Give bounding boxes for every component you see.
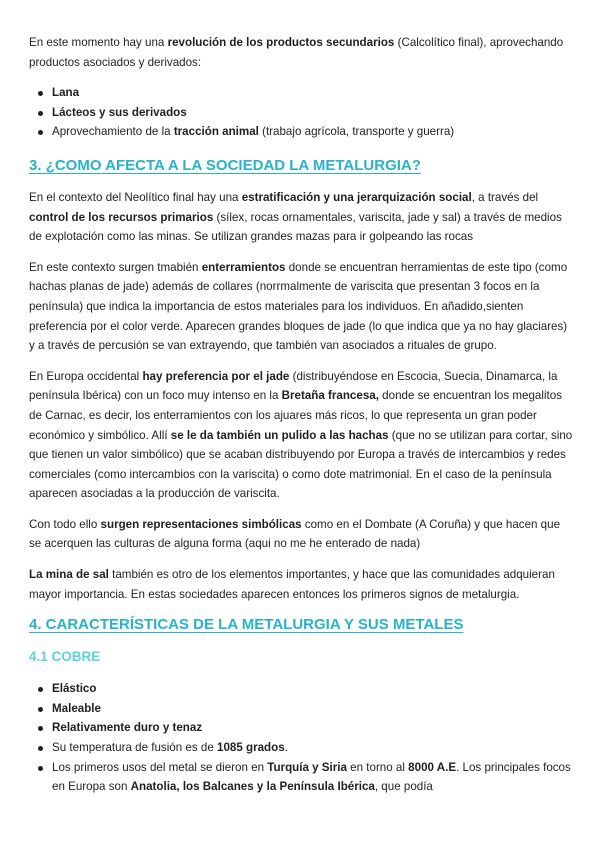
text-span: Aprovechamiento de la — [52, 125, 174, 139]
bold-span: Maleable — [52, 701, 101, 715]
text-span: en torno al — [346, 760, 409, 774]
bold-span: Relativamente duro y tenaz — [52, 721, 203, 735]
list-item — [29, 103, 574, 123]
text-span: también es otro de los elementos importantes, y hace que las comunidades adquieran mayor importancia. En estas sociedades aparecen entonces los primeros signos de metalurgia. — [29, 568, 555, 601]
section-4-heading: 4. CARACTERÍSTICAS DE LA METALURGIA Y SUS METALES — [29, 616, 464, 634]
list-item — [29, 718, 574, 738]
text-span: Su temperatura de fusión es de — [52, 741, 217, 755]
bold-span: hay preferencia por el jade — [142, 369, 290, 383]
subsection-heading: 4.1 COBRE — [29, 649, 101, 665]
text-span: (Calcolítico final), aprovechando productos asociados y derivados: — [29, 36, 564, 69]
paragraph — [29, 565, 574, 604]
bold-span: Lácteos y sus derivados — [52, 105, 187, 119]
copper-properties-list — [29, 679, 574, 797]
text-span: (trabajo agrícola, transporte y guerra) — [258, 125, 455, 139]
text-span: En Europa occidental — [29, 369, 143, 383]
intro-paragraph — [29, 33, 574, 72]
bold-span: tracción animal — [173, 125, 259, 139]
text-span: (que no se utilizan para cortar, sino que tienen un valor simbólico) que se acaban distribuyendo por Europa a través de intercambios y redes comerciales (como intercambios con la variscita) o como dote matrimonial. En el caso de la península aparecen asociadas a la producción de variscita. — [29, 428, 573, 501]
text-span: En este momento hay una — [29, 36, 168, 49]
text-span: , a través del — [471, 190, 539, 204]
bold-span: Elástico — [52, 682, 97, 696]
bold-span: 8000 A.E — [408, 760, 457, 774]
text-span: (sílex, rocas ornamentales, variscita, jade y sal) a través de medios de explotación como las minas. Se utilizan grandes mazas para ir golpeando las rocas — [29, 210, 562, 244]
bold-span: Turquía y Siria — [267, 760, 347, 774]
list-item — [29, 699, 574, 719]
list-item — [29, 679, 574, 699]
bold-span: enterramientos — [201, 260, 286, 274]
text-span: , que podía — [374, 780, 433, 794]
paragraph — [29, 515, 574, 554]
paragraph — [29, 258, 574, 356]
text-span: . — [284, 741, 288, 755]
bold-span: estratificación y una jerarquización social — [241, 190, 472, 204]
text-span: donde se encuentran herramientas de este tipo (como hachas planas de jade) además de collares (norrmalmente de variscita que presentan 3 focos en la península) que indica la importancia de estos materiales para los individuos. En añadido,sienten preferencia por el color verde. Aparecen grandes bloques de jade (lo que indica que ya no hay glaciares) y a través de percusión se van extrayendo, que también van asociados a rituales de grupo. — [29, 260, 568, 353]
text-span: donde se encuentran los megalitos de Carnac, es decir, los enterramientos con los ajuares más ricos, lo que representa un gran poder económico y simbólico. Allí — [29, 389, 562, 442]
products-list — [29, 83, 574, 142]
list-item — [29, 758, 574, 797]
bold-span: Lana — [52, 86, 80, 100]
bold-span: surgen representaciones simbólicas — [100, 517, 302, 531]
bold-span: La mina de sal — [29, 568, 109, 582]
paragraph — [29, 188, 574, 247]
text-span: En este contexto surgen tmabién — [29, 260, 202, 274]
text-span: Los primeros usos del metal se dieron en — [52, 760, 268, 774]
bold-span: Bretaña francesa, — [281, 389, 379, 403]
section-3-heading: 3. ¿COMO AFECTA A LA SOCIEDAD LA METALURGIA? — [29, 156, 421, 174]
list-item — [29, 83, 574, 103]
document-content — [29, 33, 574, 811]
text-span: . Los principales focos en Europa son — [52, 760, 571, 794]
bold-span: control de los recursos primarios — [29, 210, 214, 224]
bold-span: se le da también un pulido a las hachas — [170, 428, 389, 442]
list-item — [29, 122, 574, 142]
text-span: Con todo ello — [29, 517, 101, 531]
bold-span: Anatolia, los Balcanes y la Península Ibérica — [130, 780, 375, 794]
text-span: En el contexto del Neolítico final hay una — [29, 190, 242, 204]
text-span: como en el Dombate (A Coruña) y que hacen que se acerquen las culturas de alguna forma (aqui no me he enterado de nada) — [29, 517, 561, 551]
list-item — [29, 738, 574, 758]
bold-span: revolución de los productos secundarios — [167, 36, 395, 49]
bold-span: 1085 grados — [217, 741, 285, 755]
paragraph — [29, 367, 574, 504]
text-span: (distribuyéndose en Escocia, Suecia, Dinamarca, la península Ibérica) con un foco muy intenso en la — [29, 369, 558, 403]
